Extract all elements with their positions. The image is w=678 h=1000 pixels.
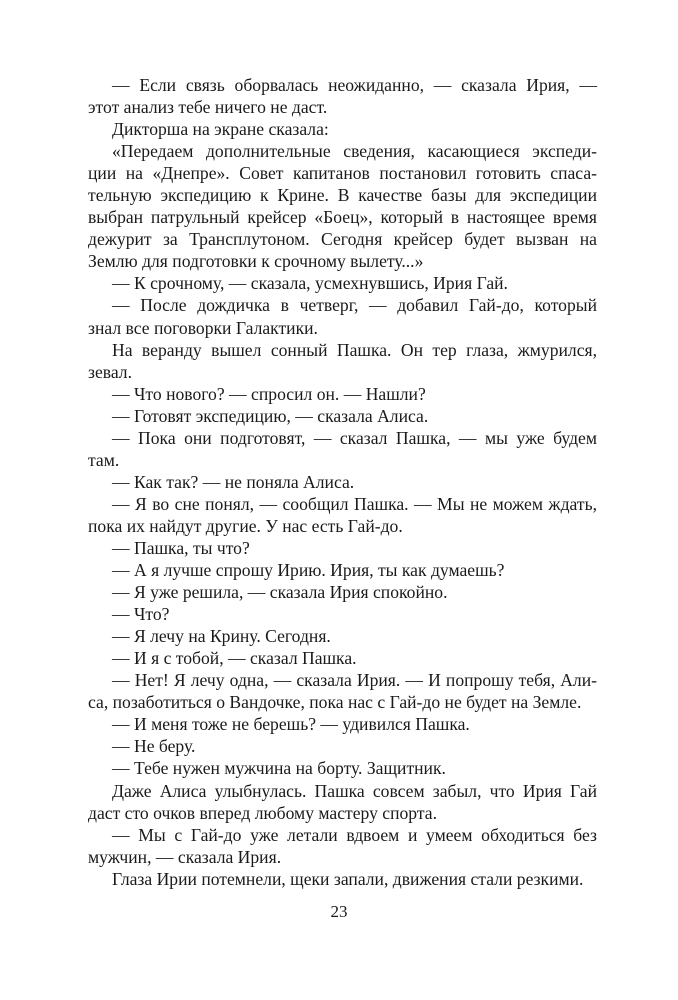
text-line: — Как так? — не поняла Алиса. [112,471,355,492]
text-line: тельную экспедицию к Крине. В качестве базы для экспедиции [88,185,597,206]
text-line: знал все поговорки Галактики. [88,317,318,338]
text-line: — Если связь оборвалась неожиданно, — сказала Ирия, — [112,75,597,95]
text-line: — Пашка, ты что? [112,537,250,558]
text-line: — Пока они подготовят, — сказал Пашка, — мы уже будем [112,427,597,448]
text-line: Землю для подготовки к срочному вылету...» [88,251,424,272]
paragraph [88,603,597,625]
text-line: — После дождичка в четверг, — добавил Гай-до, который [112,295,597,316]
text-line: «Передаем дополнительные сведения, касающиеся экспеди- [112,141,597,162]
paragraph [88,824,597,868]
paragraph [88,427,597,471]
paragraph [88,294,597,338]
paragraph [88,405,597,427]
paragraph [88,713,597,735]
text-line: — Я лечу на Крину. Сегодня. [112,626,331,647]
text-line: — Я уже решила, — сказала Ирия спокойно. [112,582,448,603]
text-line: — Нет! Я лечу одна, — сказала Ирия. — И попрошу тебя, Али- [112,670,597,691]
body-text [88,74,597,890]
text-line: мужчин, — сказала Ирия. [88,846,282,867]
paragraph [88,339,597,383]
paragraph [88,868,597,890]
text-line: — И я с тобой, — сказал Пашка. [112,648,357,669]
paragraph [88,647,597,669]
paragraph [88,669,597,713]
paragraph [88,757,597,779]
text-line: пока их найдут другие. У нас есть Гай-до. [88,515,403,536]
text-line: — Тебе нужен мужчина на борту. Защитник. [112,758,446,779]
paragraph [88,471,597,493]
paragraph [88,581,597,603]
text-line: зевал. [88,361,132,382]
text-line: даст сто очков вперед любому мастеру спорта. [88,802,437,823]
page-number: 23 [330,902,348,921]
text-line: — Я во сне понял, — сообщил Пашка. — Мы не можем ждать, [112,493,597,514]
text-line: этот анализ тебе ничего не даст. [88,97,328,118]
text-line: — Что? [112,604,170,625]
text-line: са, позаботиться о Вандочке, пока нас с Гай-до не будет на Земле. [88,692,582,713]
text-line: — Мы с Гай-до уже летали вдвоем и умеем обходиться без [112,824,597,845]
paragraph [88,735,597,757]
paragraph [88,118,597,140]
text-line: выбран патрульный крейсер «Боец», который в настоящее время [88,207,597,228]
paragraph [88,493,597,537]
text-line: — И меня тоже не берешь? — удивился Пашка. [112,714,470,735]
text-line: ции на «Днепре». Совет капитанов постановил готовить спаса- [88,163,597,184]
paragraph [88,559,597,581]
text-line: дежурит за Трансплутоном. Сегодня крейсер будет вызван на [88,229,597,250]
paragraph [88,537,597,559]
paragraph [88,74,597,118]
text-line: — А я лучше спрошу Ирию. Ирия, ты как думаешь? [112,560,505,581]
paragraph [88,272,597,294]
text-line: На веранду вышел сонный Пашка. Он тер глаза, жмурился, [112,339,597,360]
text-line: — Не беру. [112,736,196,757]
text-line: — К срочному, — сказала, усмехнувшись, Ирия Гай. [112,273,508,294]
paragraph [88,140,597,272]
text-line: Дикторша на экране сказала: [112,119,329,140]
text-line: там. [88,449,120,470]
text-line: Глаза Ирии потемнели, щеки запали, движения стали резкими. [112,868,584,889]
paragraph [88,780,597,824]
paragraph [88,383,597,405]
text-line: Даже Алиса улыбнулась. Пашка совсем забыл, что Ирия Гай [112,780,597,801]
text-line: — Что нового? — спросил он. — Нашли? [112,383,426,404]
text-line: — Готовят экспедицию, — сказала Алиса. [112,405,429,426]
paragraph [88,625,597,647]
